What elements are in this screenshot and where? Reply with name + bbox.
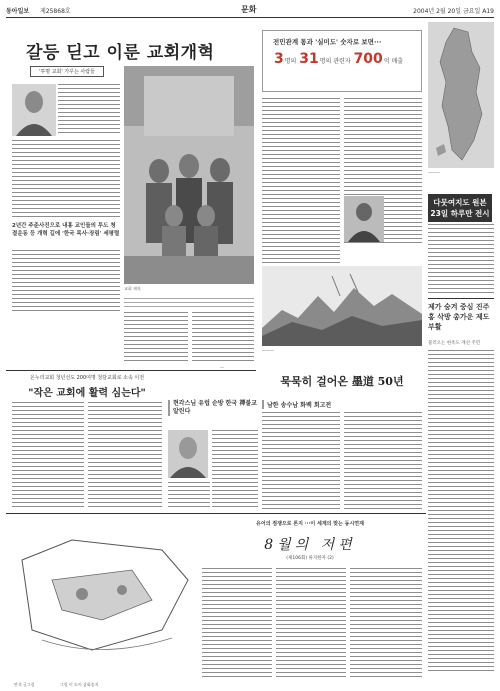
lead-headline: 갈등 딛고 이룬 교회개혁 xyxy=(26,43,215,63)
stat-n1: 3 xyxy=(274,51,284,67)
portrait-photo xyxy=(12,84,56,136)
lead-body-intro xyxy=(58,84,120,136)
novel-illustration xyxy=(12,520,198,672)
credit-left: 만석 글그림 xyxy=(14,682,35,687)
painting-caption: ——— xyxy=(262,348,274,353)
stats-question: 전민관계 통과 '실미도' 숫자로 보면··· xyxy=(273,38,382,46)
monk-feature-title: 현각스님 유럽 순방 한국 禪불교 알린다 xyxy=(168,400,260,416)
film-inset-photo xyxy=(344,196,384,242)
sidebar-rule xyxy=(428,298,494,299)
painting-image xyxy=(262,266,422,346)
novel-meta: (제106회) 류지한자 (2) xyxy=(286,556,334,561)
paper-name: 동아일보 xyxy=(6,8,30,15)
issue-number: 제25868호 xyxy=(40,8,71,15)
novel-banner: 유어의 점쟁으로 톤지 ···이 세계의 맞는 동시연재 xyxy=(256,521,364,527)
caption-text-lines xyxy=(124,298,254,308)
header-rule xyxy=(6,17,494,18)
bottom-rule xyxy=(6,513,426,514)
lead-body-col2 xyxy=(124,312,188,364)
stats-box xyxy=(262,30,422,92)
illustration-credits xyxy=(14,682,122,688)
credit-right: 그림 이 도어 삽화송지 xyxy=(59,682,99,687)
novel-body-col3 xyxy=(350,568,422,678)
section-name: 문화 xyxy=(241,5,257,14)
map-caption: ——— xyxy=(428,170,440,175)
mid-rule xyxy=(6,370,256,371)
lead-body-col3 xyxy=(192,312,254,364)
lead-byline: — xyxy=(220,365,224,370)
lead-body-col1 xyxy=(12,140,120,220)
sub-story-kicker: 온누리교회 청년선도 200여명 청담교회로 소속 이전 xyxy=(29,375,145,381)
monk-body-col1 xyxy=(212,430,258,510)
stat-n2: 31 xyxy=(299,51,319,67)
sidebar-title: 다뭇여지도 원본 23일 하루만 전시 xyxy=(428,194,492,222)
painter-body-col2 xyxy=(344,412,422,510)
sidebar-head-2: 제가 숨겨 중심 진주홍 삭방 총가운 제도 부활 xyxy=(428,303,490,331)
sub-story-col1 xyxy=(12,402,84,508)
lead-box-label: '투명 교회' 가꾸는 사람들 xyxy=(30,66,104,77)
lead-body-col1b xyxy=(12,250,120,314)
group-photo xyxy=(124,66,254,284)
painter-feature-title: 남한 송수남 화백 회고전 xyxy=(262,400,422,409)
stats-numbers: 3명의 31명의 관련자 700억 매출 xyxy=(274,51,404,67)
sidebar-body-1 xyxy=(428,224,494,296)
monk-photo xyxy=(168,430,208,478)
novel-body-col1 xyxy=(202,568,272,678)
sidebar-sub-2: 불러오는 한옥도 개선 주민 xyxy=(428,341,481,346)
stat-n3: 700 xyxy=(353,51,383,67)
group-photo-caption: 교회 제직 xyxy=(124,286,141,291)
painter-body-col1 xyxy=(262,412,340,510)
sidebar-body-2 xyxy=(428,350,494,674)
novel-body-col2 xyxy=(276,568,346,678)
map-photo xyxy=(428,22,494,168)
film-body-col1 xyxy=(262,98,340,264)
page-date: 2004년 2월 20일 금요일 A19 xyxy=(413,8,494,15)
novel-title: 8월의 저편 xyxy=(264,537,356,553)
sub-story-title: "작은 교회에 활력 심는다" xyxy=(28,388,146,399)
sub-story-col2 xyxy=(88,402,162,508)
page-header xyxy=(6,4,494,16)
monk-body-col0 xyxy=(168,482,210,510)
art-feature-title: 묵묵히 걸어온 墨道 50년 xyxy=(280,375,404,388)
lead-subhead: 2년간 주준사진으로 내홍 교인들의 투도 청결운동 등 개혁 길에 '한국 목사·장림' 세평렬 xyxy=(12,223,120,237)
